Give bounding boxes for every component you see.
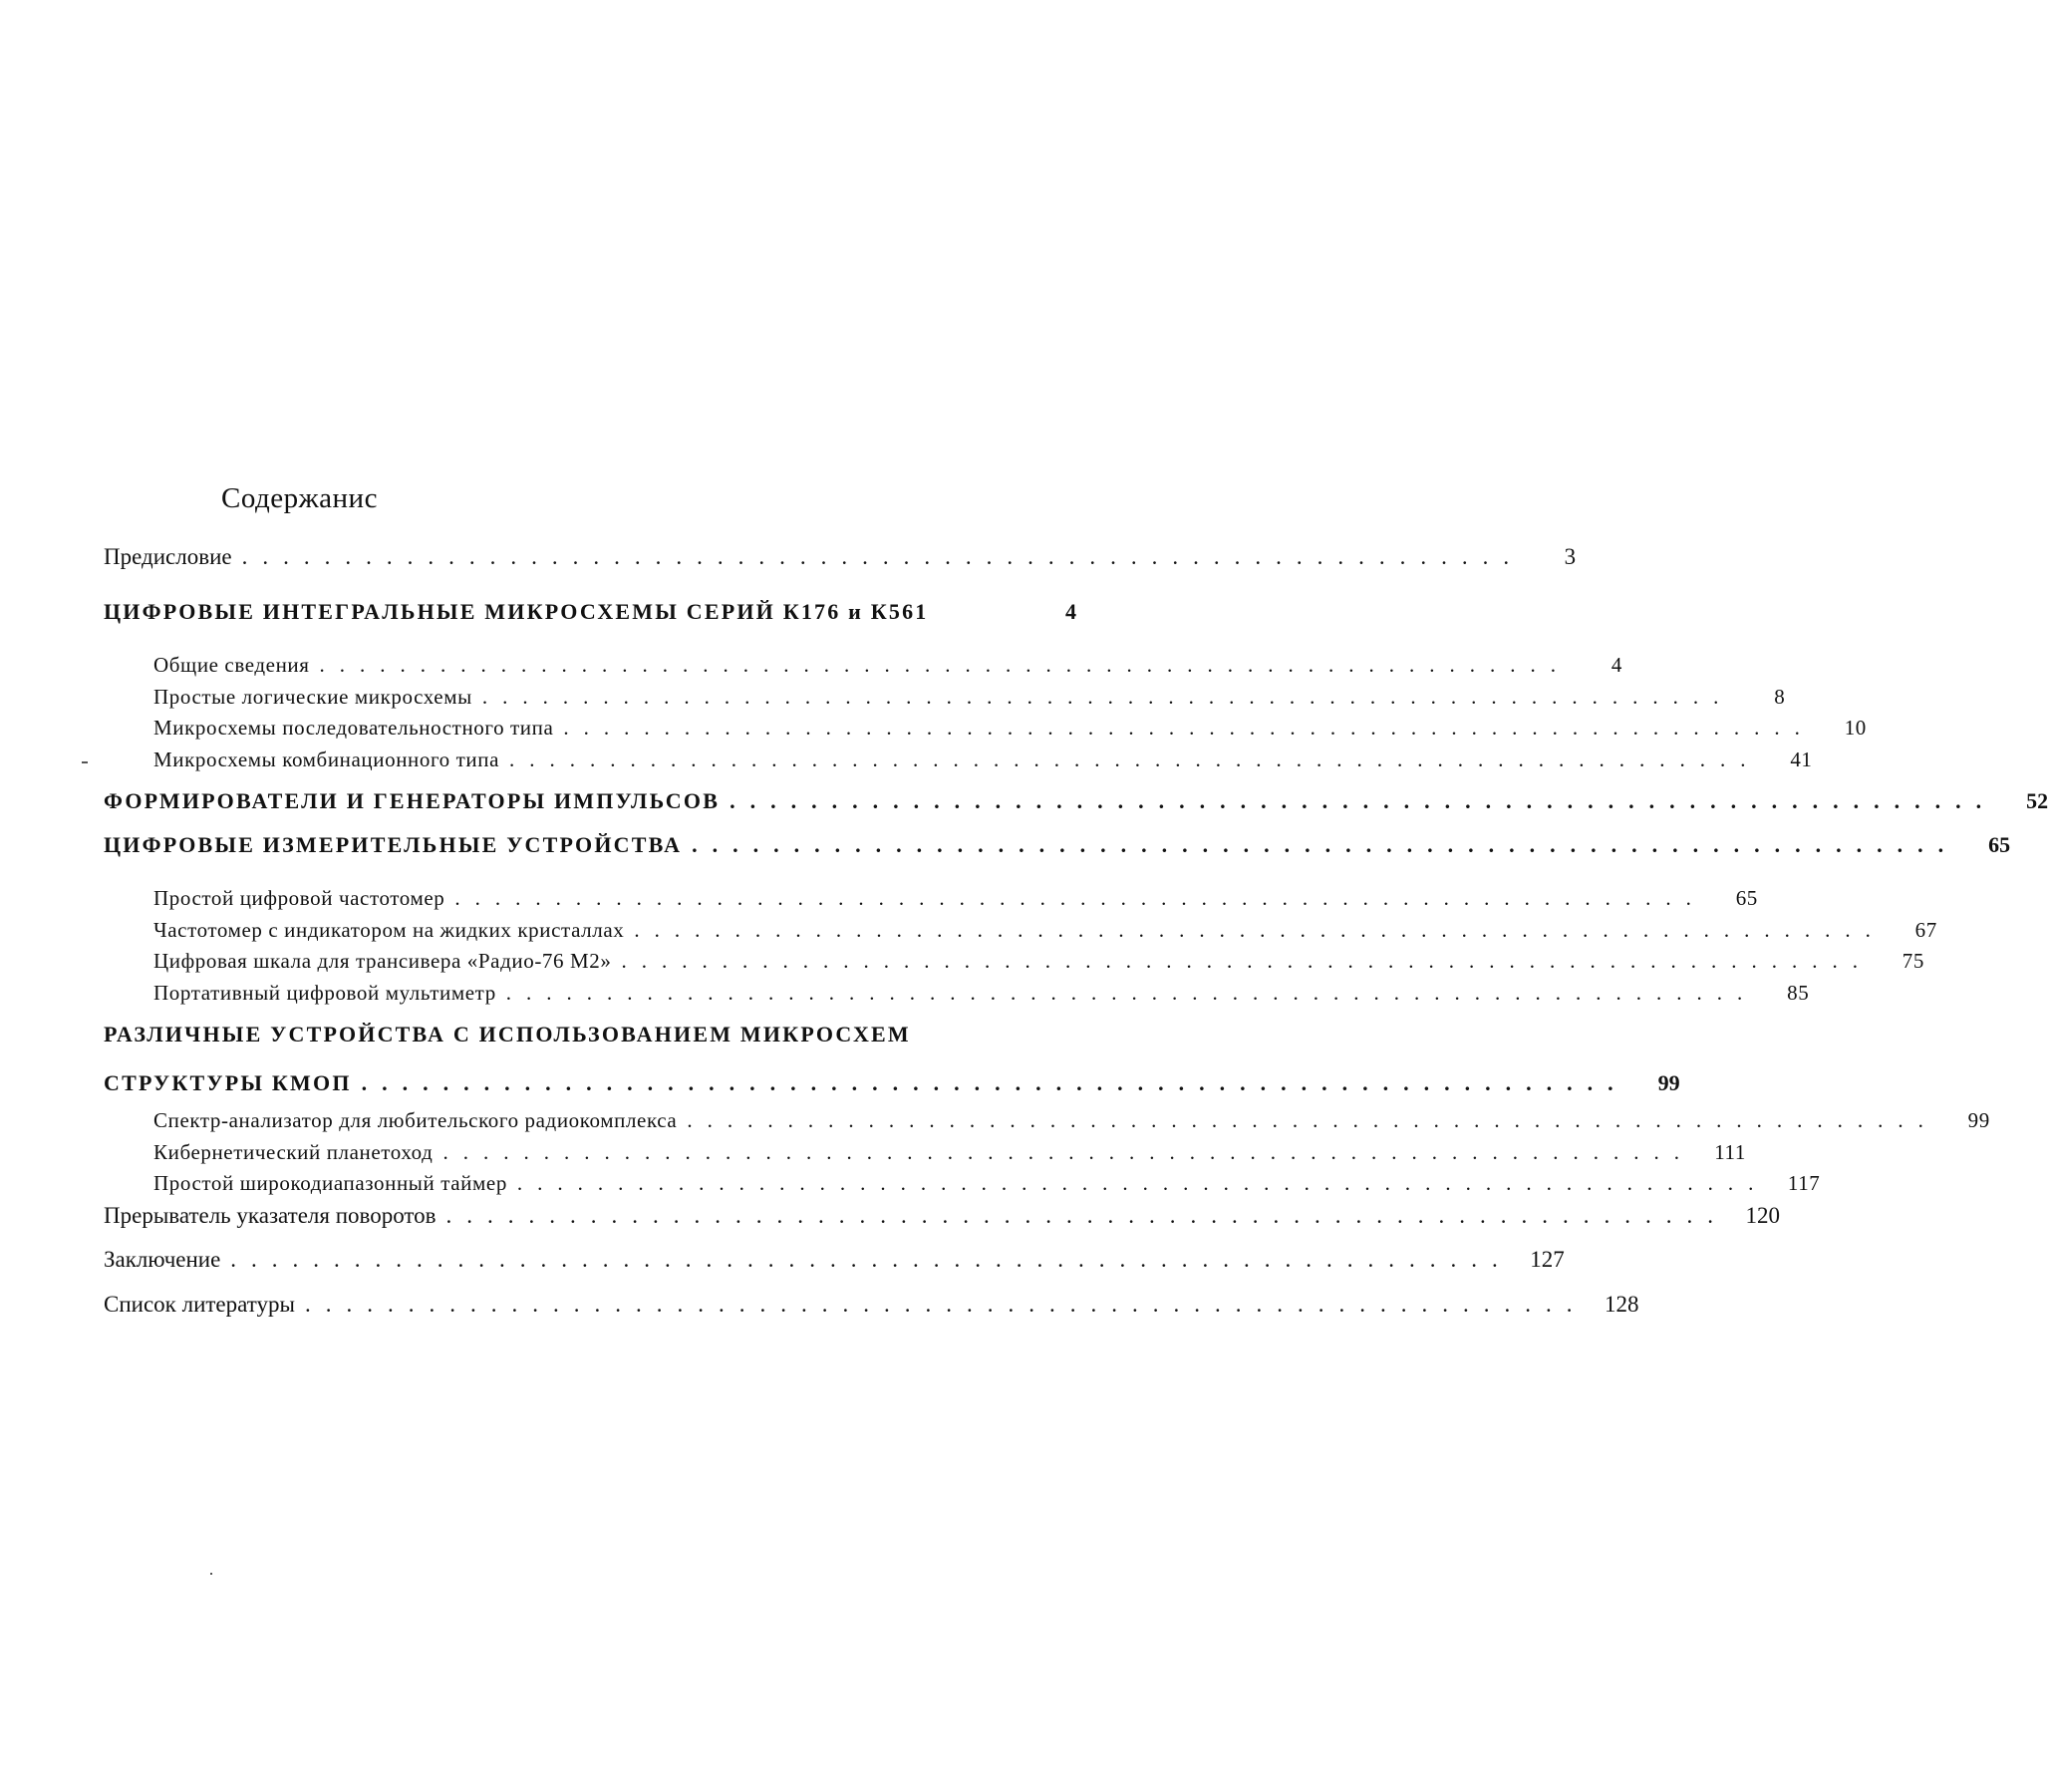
toc-entry-line2: [104, 1070, 1680, 1108]
toc-subentry: [104, 684, 1786, 717]
scan-speck: [210, 1573, 212, 1575]
toc-entry-title: Кибернетический планетоход: [153, 1139, 434, 1164]
toc-entry-title: Цифровая шкала для трансивера «Радио-76 М2»: [153, 949, 612, 973]
leader-dots: ..............................................................: [481, 684, 1734, 709]
toc-entry-title: ЦИФРОВЫЕ ИЗМЕРИТЕЛЬНЫЕ УСТРОЙСТВА: [104, 832, 683, 857]
toc-entry-title: РАЗЛИЧНЫЕ УСТРОЙСТВА С ИСПОЛЬЗОВАНИЕМ МИКРОСХЕМ: [104, 1022, 911, 1046]
toc-entry-title: Общие сведения: [153, 653, 310, 677]
toc-entry-page: 99: [1657, 1070, 1680, 1095]
toc-entry-page: 128: [1604, 1291, 1639, 1317]
toc-entry-title: Микросхемы последовательностного типа: [153, 716, 554, 740]
leader-dots: ..............................................................: [304, 1291, 1588, 1317]
toc-entry-title: Микросхемы комбинационного типа: [153, 747, 500, 771]
leader-dots: ..............................................................: [730, 788, 1997, 813]
toc-entry-title: Портативный цифровой мультиметр: [153, 980, 496, 1005]
toc-subentry: [104, 917, 1937, 950]
toc-entry-page: 8: [1774, 684, 1786, 709]
toc-entry-title: Прерыватель указателя поворотов: [104, 1202, 437, 1228]
toc-entry-page: 127: [1530, 1246, 1565, 1272]
toc-entry-page: 85: [1787, 980, 1810, 1005]
leader-dots: ..............................................................: [241, 544, 1525, 569]
leader-dots: ..............................................................: [509, 747, 1761, 771]
toc-section-cmos-devices: [104, 1022, 1680, 1108]
toc-entry-page: 75: [1902, 949, 1924, 973]
toc-entry-title: Простой цифровой частотомер: [153, 886, 445, 910]
toc-entry-page: 67: [1914, 917, 1937, 942]
toc-entry-page: 120: [1745, 1202, 1781, 1228]
toc-entry-title: Простые логические микросхемы: [153, 684, 472, 709]
leader-dots: ..............................................................: [516, 1171, 1769, 1195]
toc-subentry: [104, 980, 1810, 1013]
leader-dots: ..............................................................: [692, 832, 1959, 857]
toc-entry-turn-signal: [104, 1202, 1781, 1247]
toc-subentry: [104, 716, 1867, 747]
leader-dots: ..............................................................: [442, 1139, 1694, 1164]
toc-entry-title: Заключение: [104, 1246, 221, 1272]
leader-dots: ..............................................................: [687, 1108, 1938, 1132]
leader-dots: ..............................................................: [563, 716, 1815, 740]
toc-entry-page: 4: [1610, 653, 1623, 677]
toc-entry-title: Простой широкодиапазонный таймер: [153, 1171, 507, 1195]
page-title: Содержанис: [221, 482, 378, 514]
toc-section-digital-ics: [104, 599, 1076, 643]
leader-dots: ..............................................................: [634, 917, 1886, 942]
table-of-contents: [104, 544, 2048, 1337]
toc-entry-page: 41: [1790, 747, 1813, 771]
leader-dots: ..............................................................: [230, 1246, 1513, 1272]
toc-entry-title: Спектр-анализатор для любительского радиокомплекса: [153, 1108, 678, 1132]
toc-subentry: [104, 1139, 1746, 1172]
leader-dots: ..............................................................: [445, 1202, 1729, 1228]
toc-entry-title: Частотомер с индикатором на жидких кристаллах: [153, 917, 625, 942]
scan-speck: [82, 761, 88, 763]
toc-entry-page: 10: [1844, 716, 1867, 740]
toc-entry-title: ФОРМИРОВАТЕЛИ И ГЕНЕРАТОРЫ ИМПУЛЬСОВ: [104, 788, 721, 813]
leader-dots: ..............................................................: [361, 1070, 1628, 1095]
toc-entry-page: 65: [1735, 886, 1758, 910]
toc-entry-title-cont: СТРУКТУРЫ КМОП: [104, 1070, 352, 1095]
toc-subentry: [104, 1171, 1821, 1203]
toc-subentry: [104, 653, 1623, 685]
toc-entry-references: [104, 1291, 1639, 1337]
toc-entry-title: ЦИФРОВЫЕ ИНТЕГРАЛЬНЫЕ МИКРОСХЕМЫ СЕРИЙ К176 и К561: [104, 599, 929, 624]
toc-subentry: [104, 1108, 1990, 1140]
toc-entry-foreword: [104, 544, 1577, 589]
toc-entry-title: Список литературы: [104, 1291, 295, 1317]
toc-section-measuring-devices: [104, 832, 2011, 876]
toc-entry-page: 65: [1988, 832, 2011, 857]
toc-subentry: [104, 886, 1758, 918]
toc-entry-title: Предисловие: [104, 544, 232, 569]
toc-entry-page: 52: [2026, 788, 2048, 813]
toc-entry-page: 99: [1967, 1108, 1990, 1132]
toc-subentry: [104, 747, 1813, 779]
toc-entry-page: 111: [1714, 1139, 1746, 1164]
leader-dots: ..............................................................: [454, 886, 1706, 910]
leader-dots: ..............................................................: [621, 949, 1873, 973]
toc-entry-page: 3: [1564, 544, 1577, 569]
toc-subentry: [104, 949, 1924, 981]
toc-entry-page: 4: [1065, 599, 1076, 624]
leader-dots: ..............................................................: [319, 653, 1572, 677]
leader-dots: ..............................................................: [505, 980, 1758, 1005]
toc-entry-conclusion: [104, 1246, 1565, 1292]
toc-section-pulse-generators: [104, 788, 2048, 832]
toc-entry-page: 117: [1787, 1171, 1821, 1195]
